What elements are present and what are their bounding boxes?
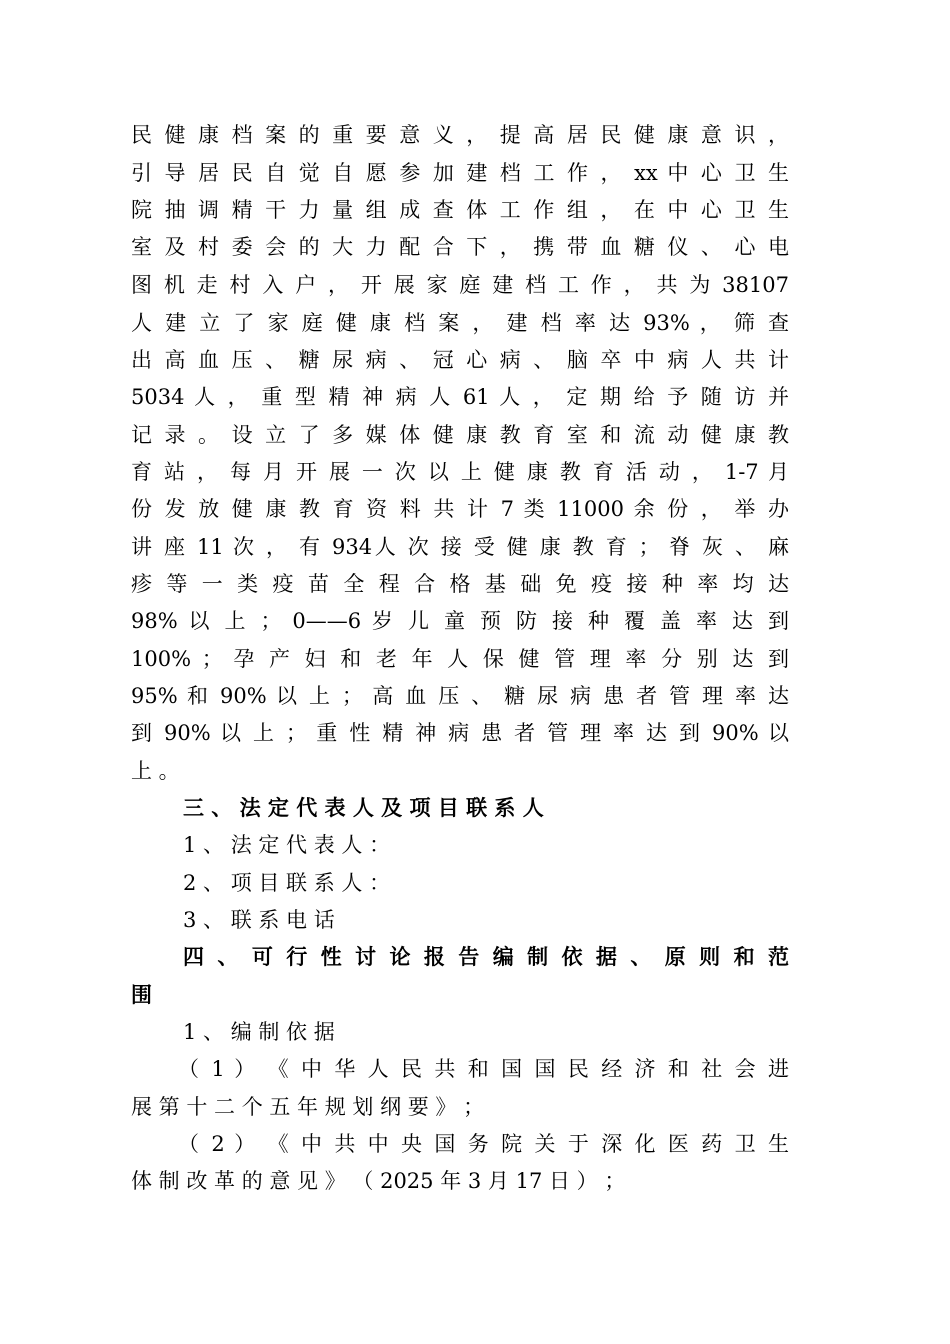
- body-line: 育 站 ， 每 月 开 展 一 次 以 上 健 康 教 育 活 动 ， 1-7 月: [131, 460, 789, 484]
- body-line: 讲 座 11 次 ， 有 934人 次 接 受 健 康 教 育 ； 脊 灰 、 麻: [131, 535, 789, 559]
- body-line: 院 抽 调 精 干 力 量 组 成 查 体 工 作 组 ， 在 中 心 卫 生: [131, 198, 789, 222]
- body-line: 人 建 立 了 家 庭 健 康 档 案 ， 建 档 率 达 93% ， 筛 查: [131, 311, 789, 335]
- reference-item: （ 2 ） 《 中 共 中 央 国 务 院 关 于 深 化 医 药 卫 生: [178, 1132, 789, 1156]
- body-line: 到 90% 以 上 ； 重 性 精 神 病 患 者 管 理 率 达 到 90% 以: [131, 721, 789, 745]
- list-item: 2 、 项 目 联 系 人 ：: [183, 871, 391, 895]
- body-line: 95% 和 90% 以 上 ； 高 血 压 、 糖 尿 病 患 者 管 理 率 达: [131, 684, 789, 708]
- body-line: 出 高 血 压 、 糖 尿 病 、 冠 心 病 、 脑 卒 中 病 人 共 计: [131, 348, 789, 372]
- section-heading: 三 、 法 定 代 表 人 及 项 目 联 系 人: [183, 795, 544, 820]
- body-line: 上 。: [131, 759, 180, 783]
- body-line: 民 健 康 档 案 的 重 要 意 义 ， 提 高 居 民 健 康 意 识 ，: [131, 123, 789, 147]
- reference-item-cont: 展 第 十 二 个 五 年 规 划 纲 要 》 ；: [131, 1095, 485, 1119]
- body-line: 记 录 。 设 立 了 多 媒 体 健 康 教 育 室 和 流 动 健 康 教: [131, 423, 789, 447]
- reference-item-cont: 体 制 改 革 的 意 见 》 （ 2025 年 3 月 17 日 ） ；: [131, 1169, 626, 1193]
- section-heading-cont: 围: [131, 982, 152, 1007]
- subsection-heading: 1 、 编 制 依 据: [183, 1020, 335, 1044]
- section-heading: 四 、 可 行 性 讨 论 报 告 编 制 依 据 、 原 则 和 范: [183, 944, 789, 969]
- list-item: 3 、 联 系 电 话: [183, 908, 335, 932]
- body-line: 份 发 放 健 康 教 育 资 料 共 计 7 类 11000 余 份 ， 举 办: [131, 497, 789, 521]
- list-item: 1 、 法 定 代 表 人 ：: [183, 833, 391, 857]
- body-line: 5034 人 ， 重 型 精 神 病 人 61 人 ， 定 期 给 予 随 访 并: [131, 385, 789, 409]
- body-line: 100% ； 孕 产 妇 和 老 年 人 保 健 管 理 率 分 别 达 到: [131, 647, 789, 671]
- reference-item: （ 1 ） 《 中 华 人 民 共 和 国 国 民 经 济 和 社 会 进: [178, 1057, 789, 1081]
- body-line: 疹 等 一 类 疫 苗 全 程 合 格 基 础 免 疫 接 种 率 均 达: [131, 572, 789, 596]
- body-line: 引 导 居 民 自 觉 自 愿 参 加 建 档 工 作 ， xx 中 心 卫 生: [131, 161, 789, 185]
- body-line: 98% 以 上 ； 0——6 岁 儿 童 预 防 接 种 覆 盖 率 达 到: [131, 609, 789, 633]
- body-line: 室 及 村 委 会 的 大 力 配 合 下 ， 携 带 血 糖 仪 、 心 电: [131, 235, 789, 259]
- body-line: 图 机 走 村 入 户 ， 开 展 家 庭 建 档 工 作 ， 共 为 38107: [131, 273, 789, 297]
